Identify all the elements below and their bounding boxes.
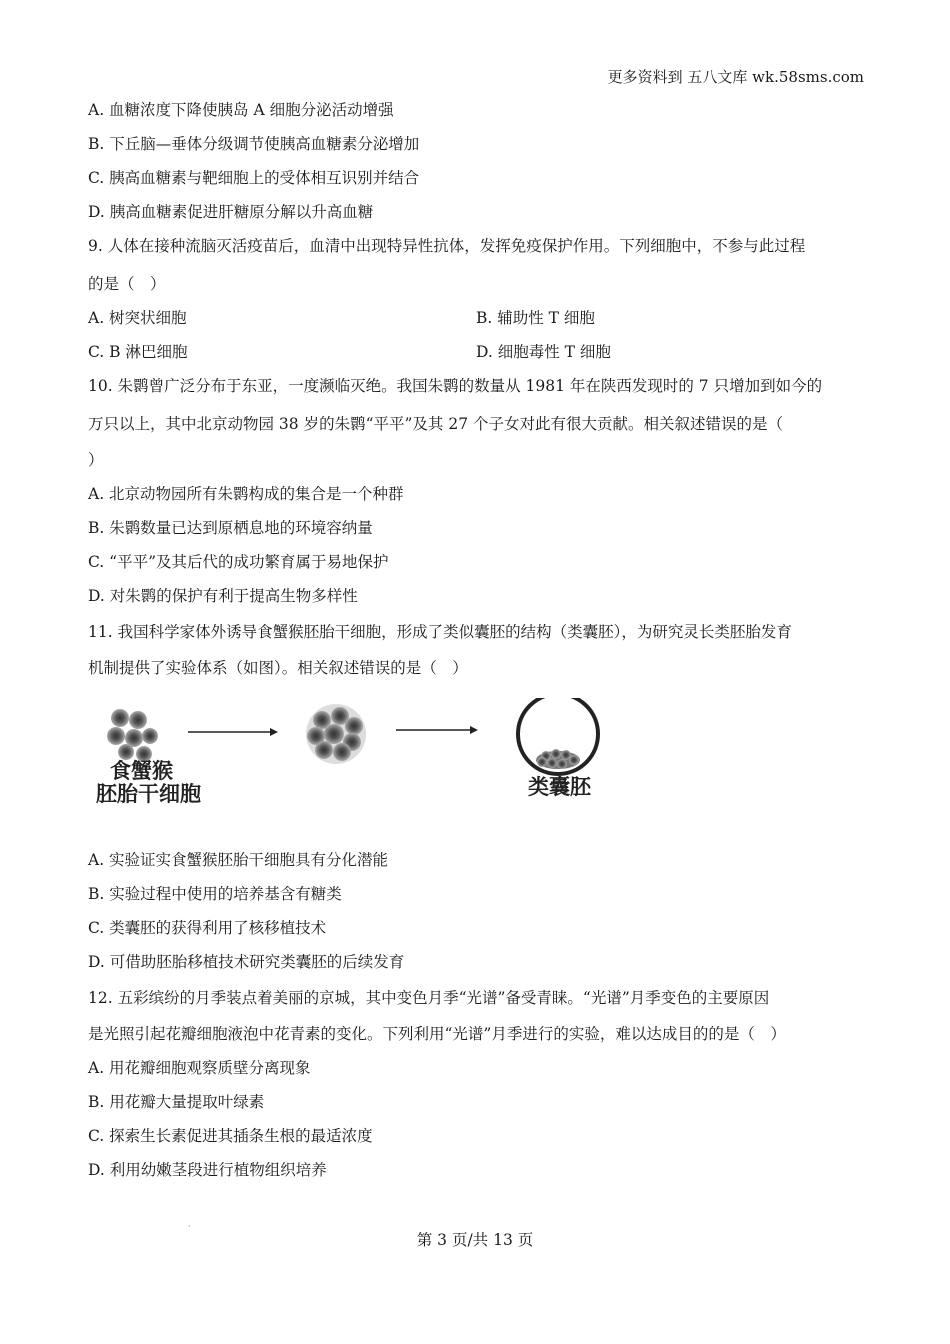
stray-dot: · xyxy=(188,1222,191,1231)
q11-option-b: B. 实验过程中使用的培养基含有糖类 xyxy=(88,885,342,903)
q11-stem-line1: 11. 我国科学家体外诱导食蟹猴胚胎干细胞，形成了类似囊胚的结构（类囊胚），为研究灵长类胚胎发育 xyxy=(88,623,792,641)
q10-stem-line2: 万只以上，其中北京动物园 38 岁的朱鹮“平平”及其 27 个子女对此有很大贡献。相关叙述错误的是（ xyxy=(88,415,784,433)
cell-aggregate-icon xyxy=(306,704,366,764)
stem-cells-icon xyxy=(107,709,158,762)
q10-option-d: D. 对朱鹮的保护有利于提高生物多样性 xyxy=(88,587,358,605)
q10-option-b: B. 朱鹮数量已达到原栖息地的环境容纳量 xyxy=(88,519,373,537)
q11-stem-line2: 机制提供了实验体系（如图）。相关叙述错误的是（ ） xyxy=(88,659,468,677)
q10-stem-line3: ） xyxy=(88,451,104,469)
blastoid-diagram xyxy=(90,698,630,818)
q8-option-c: C. 胰高血糖素与靶细胞上的受体相互识别并结合 xyxy=(88,169,420,187)
q9-option-a: A. 树突状细胞 xyxy=(88,309,187,327)
arrow-right-icon xyxy=(188,728,278,736)
q12-option-d: D. 利用幼嫩茎段进行植物组织培养 xyxy=(88,1161,327,1179)
q12-option-a: A. 用花瓣细胞观察质壁分离现象 xyxy=(88,1059,311,1077)
q12-option-b: B. 用花瓣大量提取叶绿素 xyxy=(88,1093,265,1111)
q12-option-c: C. 探索生长素促进其插条生根的最适浓度 xyxy=(88,1127,373,1145)
q9-option-b: B. 辅助性 T 细胞 xyxy=(476,309,595,327)
q8-option-b: B. 下丘脑—垂体分级调节使胰高血糖素分泌增加 xyxy=(88,135,420,153)
blastoid-icon xyxy=(518,698,598,774)
label-stem-cells-2: 胚胎干细胞 xyxy=(96,782,201,806)
q8-option-a: A. 血糖浓度下降使胰岛 A 细胞分泌活动增强 xyxy=(88,101,394,119)
q10-option-c: C. “平平”及其后代的成功繁育属于易地保护 xyxy=(88,553,389,571)
q12-stem-line1: 12. 五彩缤纷的月季装点着美丽的京城，其中变色月季“光谱”备受青睐。“光谱”月季变色的主要原因 xyxy=(88,989,770,1007)
q11-option-c: C. 类囊胚的获得利用了核移植技术 xyxy=(88,919,327,937)
q9-stem-line2: 的是（ ） xyxy=(88,275,166,293)
q9-option-d: D. 细胞毒性 T 细胞 xyxy=(476,343,611,361)
page-number: 第 3 页/共 13 页 xyxy=(416,1231,534,1249)
q11-option-a: A. 实验证实食蟹猴胚胎干细胞具有分化潜能 xyxy=(88,851,389,869)
arrow-right-icon xyxy=(396,726,478,734)
q12-stem-line2: 是光照引起花瓣细胞液泡中花青素的变化。下列利用“光谱”月季进行的实验，难以达成目的的是（ ） xyxy=(88,1025,786,1043)
q10-stem-line1: 10. 朱鹮曾广泛分布于东亚，一度濒临灭绝。我国朱鹮的数量从 1981 年在陕西发现时的 7 只增加到如今的 xyxy=(88,377,823,395)
label-blastoid: 类囊胚 xyxy=(528,775,591,799)
q9-option-c: C. B 淋巴细胞 xyxy=(88,343,188,361)
q9-stem-line1: 9. 人体在接种流脑灭活疫苗后，血清中出现特异性抗体，发挥免疫保护作用。下列细胞中，不参与此过程 xyxy=(88,237,806,255)
q11-option-d: D. 可借助胚胎移植技术研究类囊胚的后续发育 xyxy=(88,953,405,971)
q10-option-a: A. 北京动物园所有朱鹮构成的集合是一个种群 xyxy=(88,485,404,503)
label-stem-cells-1: 食蟹猴 xyxy=(110,759,173,783)
header-source: 更多资料到 五八文库 wk.58sms.com xyxy=(607,68,864,86)
blastoid-figure xyxy=(90,698,630,818)
q8-option-d: D. 胰高血糖素促进肝糖原分解以升高血糖 xyxy=(88,203,374,221)
